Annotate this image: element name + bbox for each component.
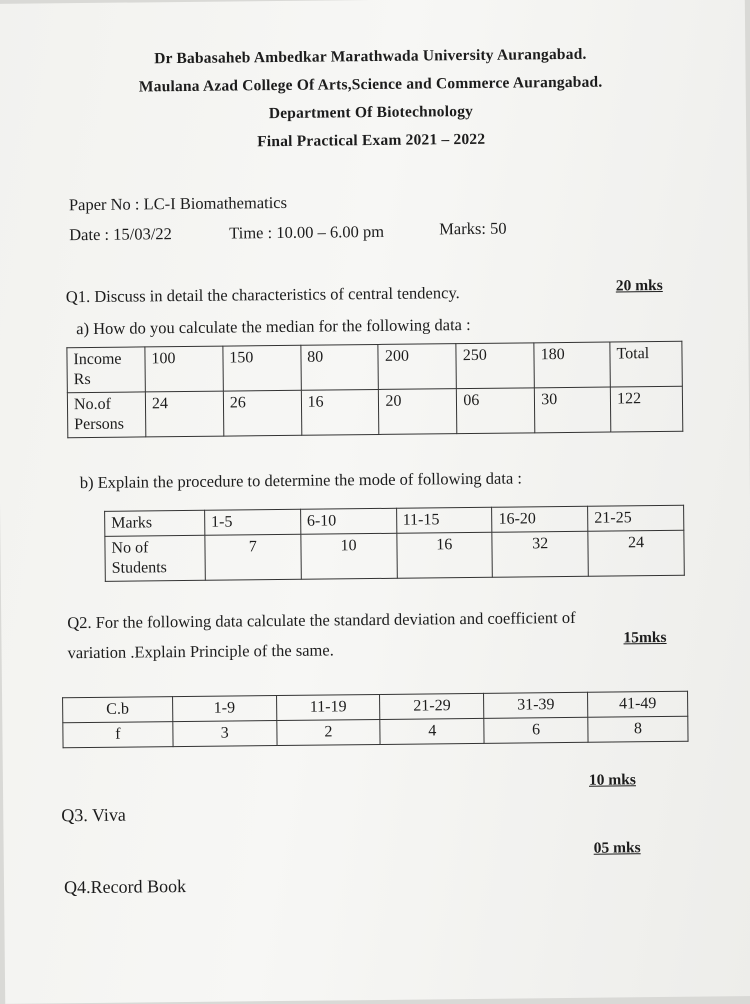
table-row xyxy=(67,386,682,437)
table-cell: C.b xyxy=(63,697,173,723)
table-cell: 150 xyxy=(223,345,301,391)
table-cell: 80 xyxy=(301,344,379,390)
q1-question: Q1. Discuss in detail the characteristics of central tendency. xyxy=(65,283,460,307)
table-row xyxy=(105,530,684,581)
q2-marks: 15mks xyxy=(623,628,667,647)
paper-number: Paper No : LC-I Biomathematics xyxy=(68,192,288,215)
table-cell: 6-10 xyxy=(300,508,396,534)
table-cell: 16 xyxy=(301,389,379,435)
table-row xyxy=(67,341,682,392)
table-cell: 10 xyxy=(301,533,397,579)
table-cell: 1-9 xyxy=(172,696,276,722)
table-cell: 4 xyxy=(380,718,484,744)
q3-question: Q3. Viva xyxy=(61,804,126,826)
median-data-table xyxy=(66,341,683,438)
table-cell: No.of Persons xyxy=(67,392,145,438)
q2-question-line1: Q2. For the following data calculate the standard deviation and coefficient of xyxy=(67,607,576,633)
table-cell: 21-29 xyxy=(380,693,484,719)
exam-title: Final Practical Exam 2021 – 2022 xyxy=(257,130,486,151)
department-name: Department Of Biotechnology xyxy=(268,102,474,123)
table-cell: 3 xyxy=(173,721,277,747)
q4-marks: 05 mks xyxy=(593,839,641,857)
q1b-question: b) Explain the procedure to determine the mode of following data : xyxy=(79,468,523,493)
table-cell: 6 xyxy=(484,717,588,743)
table-cell: 41-49 xyxy=(588,691,688,717)
university-name: Dr Babasaheb Ambedkar Marathwada University Aurangabad. xyxy=(154,45,587,68)
table-cell: 32 xyxy=(492,531,588,577)
table-cell: 8 xyxy=(588,716,688,742)
table-cell: 24 xyxy=(145,391,223,437)
table-cell: 31-39 xyxy=(484,692,588,718)
table-cell: 20 xyxy=(379,389,457,435)
mode-data-table xyxy=(104,505,685,582)
table-cell: 11-15 xyxy=(396,507,492,533)
table-cell: 7 xyxy=(205,534,301,580)
q1-marks: 20 mks xyxy=(615,276,663,295)
table-cell: 24 xyxy=(588,530,684,576)
table-row xyxy=(63,716,688,748)
table-cell: 21-25 xyxy=(588,505,684,531)
total-marks: Marks: 50 xyxy=(439,218,507,239)
college-name: Maulana Azad College Of Arts,Science and Commerce Aurangabad. xyxy=(138,73,603,96)
q3-marks: 10 mks xyxy=(588,771,636,789)
table-cell: 1-5 xyxy=(205,509,301,535)
table-cell: 26 xyxy=(223,390,301,436)
table-cell: 16 xyxy=(396,532,492,578)
table-cell: 200 xyxy=(378,344,456,390)
exam-time: Time : 10.00 – 6.00 pm xyxy=(229,221,385,243)
table-cell: 11-19 xyxy=(276,694,380,720)
table-cell: 250 xyxy=(456,343,534,389)
table-cell: Marks xyxy=(105,510,205,536)
table-cell: 180 xyxy=(534,342,610,388)
table-cell: 122 xyxy=(610,386,682,432)
exam-date: Date : 15/03/22 xyxy=(69,224,172,245)
table-cell: 2 xyxy=(276,719,380,745)
table-cell: 30 xyxy=(535,387,611,433)
table-cell: Total xyxy=(610,341,682,387)
q2-question-line2: variation .Explain Principle of the same. xyxy=(67,640,334,663)
table-cell: 16-20 xyxy=(492,506,588,532)
std-deviation-table xyxy=(62,691,688,749)
table-cell: 100 xyxy=(145,346,223,392)
table-cell: No of Students xyxy=(105,535,205,581)
q4-question: Q4.Record Book xyxy=(63,876,187,898)
table-cell: 06 xyxy=(457,388,535,434)
table-cell: Income Rs xyxy=(67,347,145,393)
table-cell: f xyxy=(63,722,173,748)
q1a-question: a) How do you calculate the median for the following data : xyxy=(76,314,471,339)
